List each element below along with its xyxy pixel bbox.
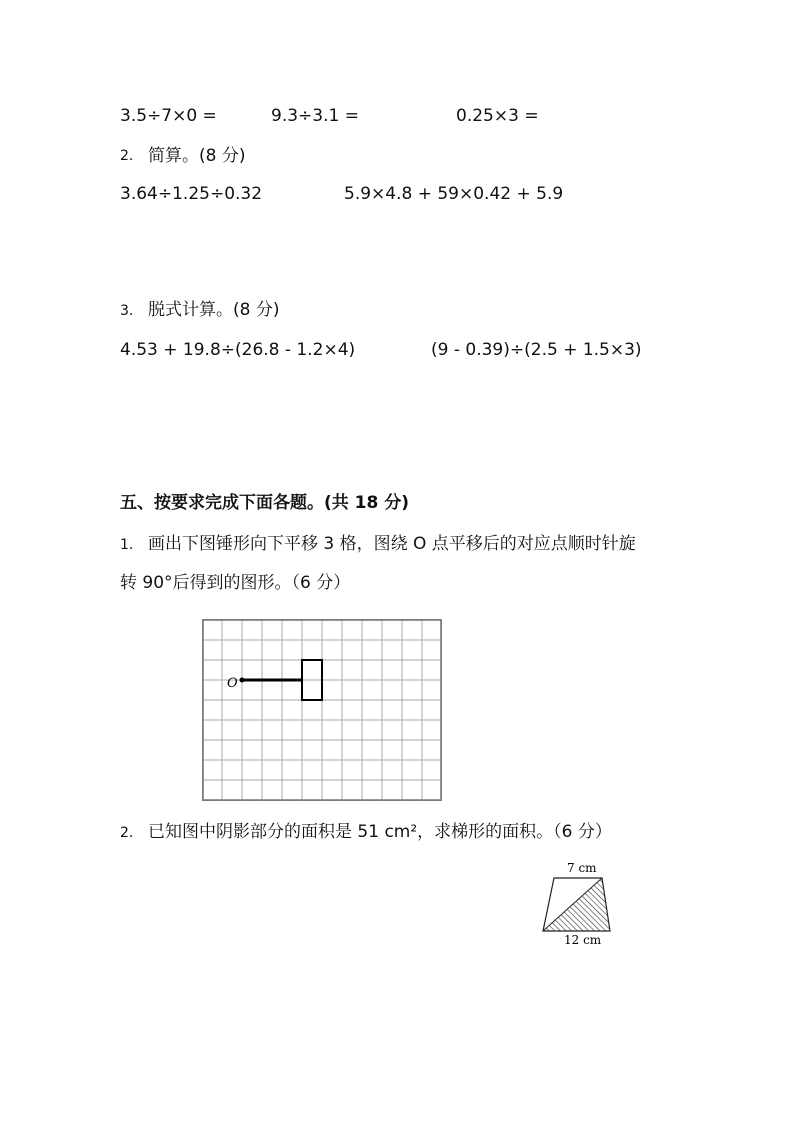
q2-number: 2. — [120, 148, 134, 164]
trapezoid-top-label: 7 cm — [567, 861, 597, 875]
expr-9-3-div-3-1: 9.3÷3.1 = — [271, 106, 359, 126]
q2-title: 简算。(8 分) — [148, 146, 246, 166]
expr-0-25-times-3: 0.25×3 = — [456, 106, 539, 126]
q3-expr-2: (9 - 0.39)÷(2.5 + 1.5×3) — [431, 340, 642, 360]
s5-p1-number: 1. — [120, 537, 134, 553]
q3-number: 3. — [120, 303, 134, 319]
grid-svg — [202, 619, 442, 801]
section-5-title: 五、按要求完成下面各题。(共 18 分) — [120, 493, 410, 513]
s5-p1-line1: 画出下图锤形向下平移 3 格，图绕 O 点平移后的对应点顺时针旋 — [148, 534, 636, 554]
s5-p2-number: 2. — [120, 825, 134, 841]
hammer-grid-figure — [202, 619, 442, 805]
q2-expr-1: 3.64÷1.25÷0.32 — [120, 184, 263, 204]
trapezoid-figure — [538, 858, 618, 954]
q3-expr-1: 4.53 + 19.8÷(26.8 - 1.2×4) — [120, 340, 356, 360]
q3-title: 脱式计算。(8 分) — [148, 300, 280, 320]
trapezoid-bottom-label: 12 cm — [564, 933, 602, 947]
point-o-dot — [240, 678, 245, 683]
q2-expr-2: 5.9×4.8 + 59×0.42 + 5.9 — [344, 184, 564, 204]
s5-p1-line2: 转 90°后得到的图形。（6 分） — [120, 573, 351, 593]
expr-3-5-div-7-times-0: 3.5÷7×0 = — [120, 106, 217, 126]
s5-p2-text: 已知图中阴影部分的面积是 51 cm²，求梯形的面积。（6 分） — [148, 822, 612, 842]
shaded-triangle — [543, 878, 610, 931]
trapezoid-svg — [538, 858, 618, 950]
point-o-label: O — [227, 676, 238, 691]
